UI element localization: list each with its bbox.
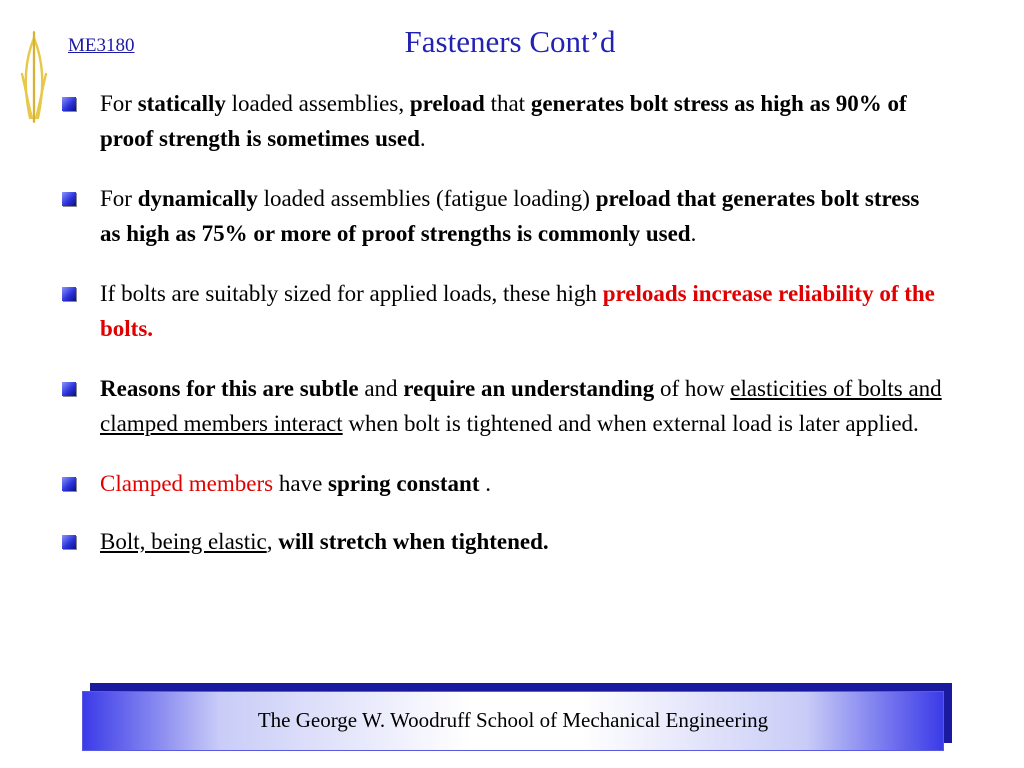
- bullet-item-2: For dynamically loaded assemblies (fatigue loading) preload that generates bolt stress as high as 75% or more of proof strengths is commonly used.: [62, 181, 942, 251]
- square-bullet-icon: [62, 97, 76, 111]
- slide-title: Fasteners Cont’d: [404, 24, 616, 59]
- course-code: ME3180: [68, 35, 135, 56]
- square-bullet-icon: [62, 192, 76, 206]
- bullet-list: [62, 86, 942, 584]
- square-bullet-icon: [62, 535, 76, 549]
- square-bullet-icon: [62, 477, 76, 491]
- square-bullet-icon: [62, 382, 76, 396]
- georgia-tech-logo-icon: [18, 30, 50, 126]
- square-bullet-icon: [62, 287, 76, 301]
- bullet-item-5: Clamped members have spring constant .: [62, 466, 942, 501]
- bullet-item-1: For statically loaded assemblies, preload that generates bolt stress as high as 90% of proof strength is sometimes used.: [62, 86, 942, 156]
- footer-banner: [82, 691, 944, 751]
- bullet-item-6: Bolt, being elastic, will stretch when tightened.: [62, 524, 942, 559]
- bullet-item-4: Reasons for this are subtle and require an understanding of how elasticities of bolts and clamped members interact when bolt is tightened and when external load is later applied.: [62, 371, 942, 441]
- bullet-item-3: If bolts are suitably sized for applied loads, these high preloads increase reliability of the bolts.: [62, 276, 942, 346]
- footer-text: The George W. Woodruff School of Mechanical Engineering: [257, 708, 769, 732]
